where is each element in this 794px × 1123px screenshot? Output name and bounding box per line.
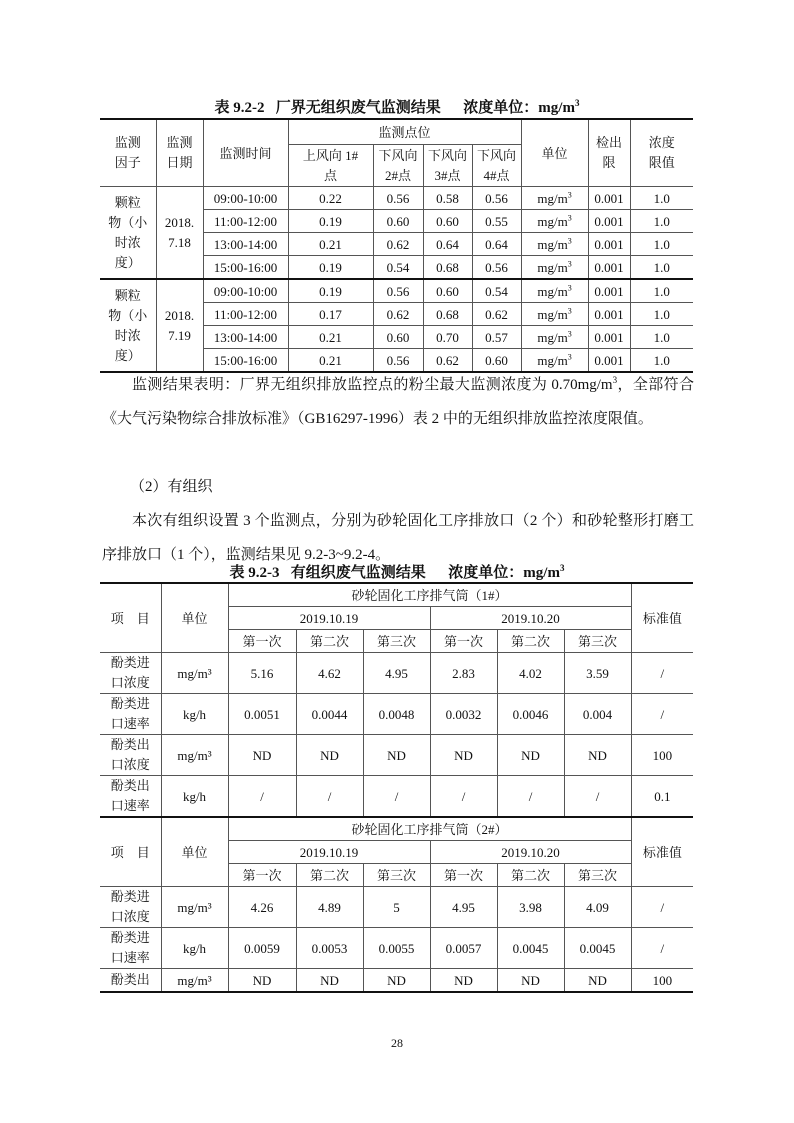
limit-cell: 1.0 bbox=[630, 210, 693, 233]
time-cell: 15:00-16:00 bbox=[203, 256, 288, 280]
page-number: 28 bbox=[391, 1036, 403, 1050]
unit-sup: 3 bbox=[567, 190, 572, 200]
unit-sup: 3 bbox=[567, 352, 572, 362]
unit-text: mg/m bbox=[537, 190, 568, 206]
point1-value: 0.19 bbox=[288, 210, 373, 233]
standard-cell: 100 bbox=[631, 969, 693, 993]
value-cell: 4.95 bbox=[363, 653, 430, 694]
value-cell: ND bbox=[430, 735, 497, 776]
date-cell bbox=[156, 279, 203, 372]
point4-value: 0.62 bbox=[472, 303, 521, 326]
table1-title: 厂界无组织废气监测结果 bbox=[275, 100, 441, 116]
conclusion-text-1: 监测结果表明：厂界无组织排放监控点的粉尘最大监测浓度为 0.70mg/m bbox=[132, 377, 613, 393]
value-cell: ND bbox=[296, 969, 363, 993]
value-cell: 5 bbox=[363, 887, 430, 928]
value-cell: 4.89 bbox=[296, 887, 363, 928]
value-cell: 0.0045 bbox=[564, 928, 631, 969]
header-time: 监测时间 bbox=[203, 119, 288, 187]
text-line: 酚类进 bbox=[110, 930, 150, 945]
text-line: 7.18 bbox=[168, 234, 191, 250]
standard-cell: / bbox=[631, 887, 693, 928]
unit-sup: 3 bbox=[567, 259, 572, 269]
value-cell: ND bbox=[497, 969, 564, 993]
value-cell: 0.0053 bbox=[296, 928, 363, 969]
point3-value: 0.68 bbox=[423, 256, 472, 280]
unit-cell: mg/m³ bbox=[161, 653, 228, 694]
point2-value: 0.54 bbox=[373, 256, 423, 280]
table1-number: 表 9.2-2 bbox=[214, 100, 265, 116]
value-cell: 4.09 bbox=[564, 887, 631, 928]
table-9-2-2 bbox=[100, 118, 693, 373]
table-row bbox=[100, 653, 693, 694]
standard-cell: / bbox=[631, 694, 693, 735]
item-cell bbox=[100, 928, 161, 969]
detection-limit-cell: 0.001 bbox=[588, 279, 630, 303]
header-date: 2019.10.19 bbox=[228, 607, 430, 630]
value-cell: ND bbox=[363, 969, 430, 993]
value-cell: 4.26 bbox=[228, 887, 296, 928]
header-run: 第二次 bbox=[296, 864, 363, 887]
date-cell bbox=[156, 187, 203, 280]
value-cell: 0.0057 bbox=[430, 928, 497, 969]
unit-cell bbox=[521, 303, 588, 326]
text-line: 7.19 bbox=[168, 327, 191, 343]
section-header-row bbox=[100, 817, 693, 841]
value-cell: 4.95 bbox=[430, 887, 497, 928]
point2-value: 0.56 bbox=[373, 279, 423, 303]
value-cell: 4.02 bbox=[497, 653, 564, 694]
point1-value: 0.21 bbox=[288, 349, 373, 373]
stacked-text bbox=[111, 887, 150, 927]
stacked-text bbox=[111, 776, 150, 816]
header-point-4: 下风向 4#点 bbox=[472, 145, 521, 187]
point1-value: 0.21 bbox=[288, 233, 373, 256]
header-run: 第一次 bbox=[430, 864, 497, 887]
limit-cell: 1.0 bbox=[630, 187, 693, 210]
header-standard: 标准值 bbox=[631, 817, 693, 887]
value-cell: ND bbox=[430, 969, 497, 993]
value-cell: 0.0048 bbox=[363, 694, 430, 735]
value-cell: ND bbox=[228, 735, 296, 776]
unit-cell: kg/h bbox=[161, 928, 228, 969]
unit-text: mg/m bbox=[537, 236, 568, 252]
point3-value: 0.64 bbox=[423, 233, 472, 256]
header-run: 第二次 bbox=[497, 630, 564, 653]
table-row bbox=[100, 969, 693, 993]
text-line: 酚类出 bbox=[110, 778, 150, 793]
text-line: 口浓度 bbox=[110, 675, 150, 690]
item-cell bbox=[100, 969, 161, 993]
value-cell: / bbox=[564, 776, 631, 818]
limit-cell: 1.0 bbox=[630, 233, 693, 256]
item-cell bbox=[100, 694, 161, 735]
conclusion-paragraph bbox=[102, 368, 694, 436]
text-line: 酚类出 bbox=[110, 972, 150, 987]
table2-title: 有组织废气监测结果 bbox=[290, 565, 426, 581]
value-cell: / bbox=[497, 776, 564, 818]
header-point-3: 下风向 3#点 bbox=[423, 145, 472, 187]
point4-value: 0.55 bbox=[472, 210, 521, 233]
text-line: 度） bbox=[114, 254, 141, 270]
limit-cell: 1.0 bbox=[630, 256, 693, 280]
header-run: 第一次 bbox=[228, 864, 296, 887]
header-item: 项 目 bbox=[100, 817, 161, 887]
standard-cell: 100 bbox=[631, 735, 693, 776]
table-row bbox=[100, 887, 693, 928]
point3-value: 0.62 bbox=[423, 349, 472, 373]
stacked-text bbox=[108, 193, 147, 273]
text-line: 酚类进 bbox=[110, 889, 150, 904]
value-cell: 0.0045 bbox=[497, 928, 564, 969]
point1-value: 0.17 bbox=[288, 303, 373, 326]
value-cell: 0.004 bbox=[564, 694, 631, 735]
text-line: 口浓度 bbox=[110, 757, 150, 772]
unit-sup: 3 bbox=[567, 283, 572, 293]
point4-value: 0.54 bbox=[472, 279, 521, 303]
header-unit: 单位 bbox=[161, 583, 228, 653]
section-heading: （2）有组织 bbox=[130, 479, 213, 495]
standard-cell: / bbox=[631, 653, 693, 694]
header-date: 2019.10.20 bbox=[430, 841, 631, 864]
point4-value: 0.60 bbox=[472, 349, 521, 373]
value-cell: ND bbox=[564, 969, 631, 993]
header-standard: 标准值 bbox=[631, 583, 693, 653]
limit-cell: 1.0 bbox=[630, 349, 693, 373]
table-row bbox=[100, 735, 693, 776]
conclusion-text-2: ，全部符合《大气污染物综合排放标准》（GB16297-1996）表 2 中的无组织排放监控浓度限值。 bbox=[102, 377, 694, 427]
detection-limit-cell: 0.001 bbox=[588, 326, 630, 349]
value-cell: 0.0051 bbox=[228, 694, 296, 735]
point3-value: 0.58 bbox=[423, 187, 472, 210]
standard-cell: / bbox=[631, 928, 693, 969]
header-run: 第三次 bbox=[564, 864, 631, 887]
point2-value: 0.62 bbox=[373, 233, 423, 256]
factor-cell bbox=[100, 279, 156, 372]
unit-sup: 3 bbox=[567, 306, 572, 316]
text-line: 2018. bbox=[164, 214, 195, 230]
text-line: 酚类出 bbox=[110, 737, 150, 752]
section-header-row bbox=[100, 583, 693, 607]
item-cell bbox=[100, 887, 161, 928]
point4-value: 0.56 bbox=[472, 187, 521, 210]
value-cell: 0.0059 bbox=[228, 928, 296, 969]
value-cell: / bbox=[363, 776, 430, 818]
table2-body bbox=[100, 583, 693, 992]
value-cell: 0.0046 bbox=[497, 694, 564, 735]
header-run: 第一次 bbox=[430, 630, 497, 653]
text-line: 酚类进 bbox=[110, 655, 150, 670]
time-cell: 09:00-10:00 bbox=[203, 187, 288, 210]
text-line: 口速率 bbox=[110, 950, 150, 965]
text-line: 2018. bbox=[164, 307, 195, 323]
stacked-text bbox=[165, 306, 194, 346]
detection-limit-cell: 0.001 bbox=[588, 303, 630, 326]
header-points-group: 监测点位 bbox=[288, 119, 521, 145]
unit-sup: 3 bbox=[567, 329, 572, 339]
header-source: 砂轮固化工序排气筒（1#） bbox=[228, 583, 631, 607]
text-line: 时浓 bbox=[114, 234, 141, 250]
value-cell: ND bbox=[228, 969, 296, 993]
value-cell: / bbox=[296, 776, 363, 818]
text-line: 口浓度 bbox=[110, 909, 150, 924]
table-row bbox=[100, 694, 693, 735]
unit-text: mg/m bbox=[537, 329, 568, 345]
header-item: 项 目 bbox=[100, 583, 161, 653]
item-cell bbox=[100, 653, 161, 694]
unit-text: mg/m bbox=[537, 283, 568, 299]
time-cell: 15:00-16:00 bbox=[203, 349, 288, 373]
table2-unit: 浓度单位：mg/m bbox=[448, 565, 560, 581]
limit-cell: 1.0 bbox=[630, 303, 693, 326]
unit-text: mg/m bbox=[537, 259, 568, 275]
unit-cell bbox=[521, 210, 588, 233]
unit-cell bbox=[521, 256, 588, 280]
factor-cell bbox=[100, 187, 156, 280]
header-point-1: 上风向 1# 点 bbox=[288, 145, 373, 187]
value-cell: 0.0044 bbox=[296, 694, 363, 735]
text-line: 颗粒 bbox=[114, 287, 141, 303]
point1-value: 0.19 bbox=[288, 279, 373, 303]
point4-value: 0.56 bbox=[472, 256, 521, 280]
header-run: 第二次 bbox=[497, 864, 564, 887]
value-cell: ND bbox=[363, 735, 430, 776]
time-cell: 11:00-12:00 bbox=[203, 210, 288, 233]
unit-cell: mg/m³ bbox=[161, 969, 228, 993]
point1-value: 0.21 bbox=[288, 326, 373, 349]
text-line: 度） bbox=[114, 347, 141, 363]
unit-cell bbox=[521, 187, 588, 210]
table2-number: 表 9.2-3 bbox=[229, 565, 280, 581]
header-run: 第一次 bbox=[228, 630, 296, 653]
table-row bbox=[100, 928, 693, 969]
text-line: 酚类进 bbox=[110, 696, 150, 711]
point1-value: 0.22 bbox=[288, 187, 373, 210]
unit-sup: 3 bbox=[567, 213, 572, 223]
point3-value: 0.70 bbox=[423, 326, 472, 349]
point3-value: 0.60 bbox=[423, 279, 472, 303]
header-date: 2019.10.19 bbox=[228, 841, 430, 864]
header-source: 砂轮固化工序排气筒（2#） bbox=[228, 817, 631, 841]
header-run: 第二次 bbox=[296, 630, 363, 653]
table-9-2-3 bbox=[100, 582, 693, 993]
limit-cell: 1.0 bbox=[630, 326, 693, 349]
value-cell: / bbox=[228, 776, 296, 818]
header-run: 第三次 bbox=[564, 630, 631, 653]
text-line: 物（小 bbox=[108, 214, 148, 230]
time-cell: 09:00-10:00 bbox=[203, 279, 288, 303]
value-cell: ND bbox=[497, 735, 564, 776]
value-cell: / bbox=[430, 776, 497, 818]
text-line: 口速率 bbox=[110, 798, 150, 813]
unit-cell: kg/h bbox=[161, 776, 228, 818]
value-cell: ND bbox=[564, 735, 631, 776]
stacked-text bbox=[111, 653, 150, 693]
table1-caption bbox=[0, 96, 794, 117]
detection-limit-cell: 0.001 bbox=[588, 187, 630, 210]
unit-text: mg/m bbox=[537, 306, 568, 322]
table1-unit: 浓度单位：mg/m bbox=[463, 100, 575, 116]
unit-cell bbox=[521, 326, 588, 349]
value-cell: 0.0032 bbox=[430, 694, 497, 735]
text-line: 物（小 bbox=[108, 307, 148, 323]
table-row bbox=[100, 187, 693, 210]
stacked-text bbox=[111, 735, 150, 775]
value-cell: 5.16 bbox=[228, 653, 296, 694]
header-unit: 单位 bbox=[161, 817, 228, 887]
table-row bbox=[100, 279, 693, 303]
text-line: 口速率 bbox=[110, 716, 150, 731]
point4-value: 0.57 bbox=[472, 326, 521, 349]
time-cell: 13:00-14:00 bbox=[203, 233, 288, 256]
text-line: 时浓 bbox=[114, 327, 141, 343]
header-point-2: 下风向 2#点 bbox=[373, 145, 423, 187]
detection-limit-cell: 0.001 bbox=[588, 210, 630, 233]
unit-cell: kg/h bbox=[161, 694, 228, 735]
point3-value: 0.60 bbox=[423, 210, 472, 233]
stacked-text bbox=[111, 928, 150, 968]
detection-limit-cell: 0.001 bbox=[588, 256, 630, 280]
unit-cell: mg/m³ bbox=[161, 887, 228, 928]
unit-sup: 3 bbox=[567, 236, 572, 246]
header-run: 第三次 bbox=[363, 630, 430, 653]
point2-value: 0.60 bbox=[373, 210, 423, 233]
point3-value: 0.68 bbox=[423, 303, 472, 326]
point2-value: 0.62 bbox=[373, 303, 423, 326]
point1-value: 0.19 bbox=[288, 256, 373, 280]
unit-text: mg/m bbox=[537, 352, 568, 368]
time-cell: 11:00-12:00 bbox=[203, 303, 288, 326]
table1-unit-sup: 3 bbox=[574, 98, 580, 108]
value-cell: 3.59 bbox=[564, 653, 631, 694]
standard-cell: 0.1 bbox=[631, 776, 693, 818]
point2-value: 0.56 bbox=[373, 349, 423, 373]
conclusion-sup: 3 bbox=[612, 375, 618, 385]
detection-limit-cell: 0.001 bbox=[588, 233, 630, 256]
header-detection-limit: 检出 限 bbox=[588, 119, 630, 187]
unit-cell: mg/m³ bbox=[161, 735, 228, 776]
header-run: 第三次 bbox=[363, 864, 430, 887]
unit-cell bbox=[521, 233, 588, 256]
detection-limit-cell: 0.001 bbox=[588, 349, 630, 373]
point2-value: 0.56 bbox=[373, 187, 423, 210]
header-date: 监测 日期 bbox=[156, 119, 203, 187]
value-cell: 3.98 bbox=[497, 887, 564, 928]
limit-cell: 1.0 bbox=[630, 279, 693, 303]
table2-unit-sup: 3 bbox=[559, 563, 565, 573]
organized-intro-paragraph: 本次有组织设置 3 个监测点，分别为砂轮固化工序排放口（2 个）和砂轮整形打磨工序排放口（1 个），监测结果见 9.2-3~9.2-4。 bbox=[102, 513, 694, 563]
stacked-text bbox=[165, 213, 194, 253]
header-factor: 监测 因子 bbox=[100, 119, 156, 187]
value-cell: ND bbox=[296, 735, 363, 776]
header-date: 2019.10.20 bbox=[430, 607, 631, 630]
text-line: 颗粒 bbox=[114, 194, 141, 210]
stacked-text bbox=[108, 286, 147, 366]
item-cell bbox=[100, 735, 161, 776]
header-limit-value: 浓度 限值 bbox=[630, 119, 693, 187]
item-cell bbox=[100, 776, 161, 818]
stacked-text bbox=[111, 694, 150, 734]
table-row bbox=[100, 776, 693, 818]
value-cell: 0.0055 bbox=[363, 928, 430, 969]
table2-caption bbox=[0, 561, 794, 582]
unit-text: mg/m bbox=[537, 213, 568, 229]
time-cell: 13:00-14:00 bbox=[203, 326, 288, 349]
point2-value: 0.60 bbox=[373, 326, 423, 349]
stacked-text bbox=[111, 970, 150, 990]
point4-value: 0.64 bbox=[472, 233, 521, 256]
value-cell: 4.62 bbox=[296, 653, 363, 694]
unit-cell bbox=[521, 279, 588, 303]
header-unit: 单位 bbox=[521, 119, 588, 187]
table1-body bbox=[100, 119, 693, 372]
value-cell: 2.83 bbox=[430, 653, 497, 694]
